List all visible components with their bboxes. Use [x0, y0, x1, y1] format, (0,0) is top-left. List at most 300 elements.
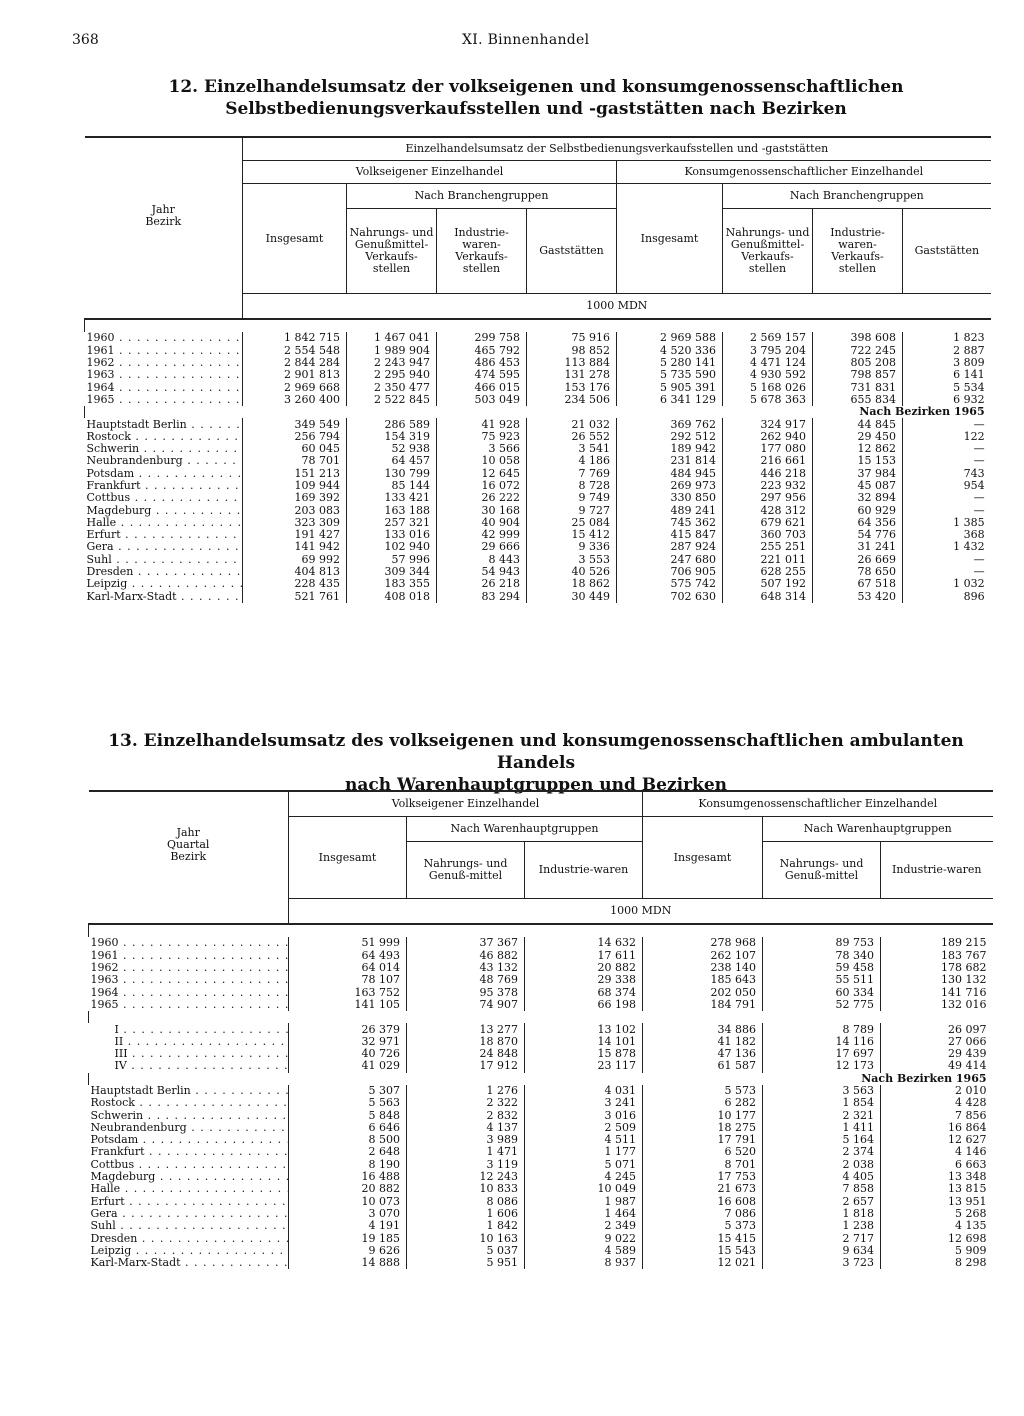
- table-cell: 15 412: [527, 529, 617, 541]
- table12-branchen-v: Nach Branchengruppen: [347, 184, 617, 209]
- table-cell: 4 191: [289, 1220, 407, 1232]
- table-cell: 78 650: [813, 566, 903, 578]
- table13-stub-header-jahr: Jahr: [176, 826, 200, 840]
- table-cell: 2 648: [289, 1146, 407, 1158]
- table-cell: 16 608: [643, 1196, 763, 1208]
- table-cell: 5 373: [643, 1220, 763, 1232]
- table12-title-line2: Selbstbedienungsverkaufsstellen und -gaststätten nach Bezirken: [225, 99, 847, 119]
- table-row: [89, 1097, 993, 1109]
- table-cell: 8 190: [289, 1159, 407, 1171]
- table-cell: 3 566: [437, 443, 527, 455]
- table-cell: 95 378: [407, 986, 525, 998]
- table-cell: 722 245: [813, 345, 903, 357]
- table-cell: 12 645: [437, 468, 527, 480]
- table-cell: 26 379: [289, 1023, 407, 1035]
- table-cell: 292 512: [617, 431, 723, 443]
- table-cell: 6 663: [881, 1159, 993, 1171]
- table-row: [85, 504, 991, 516]
- table-cell: —: [903, 554, 991, 566]
- table-cell: 4 428: [881, 1097, 993, 1109]
- table-cell: 163 188: [347, 504, 437, 516]
- table-cell: 13 951: [881, 1196, 993, 1208]
- table-cell: 67 518: [813, 578, 903, 590]
- row-label: Karl-Marx-Stadt . . .: [85, 591, 243, 603]
- table-cell: 323 309: [243, 517, 347, 529]
- table-cell: 896: [903, 591, 991, 603]
- table-cell: 9 727: [527, 504, 617, 516]
- table-cell: 4 511: [525, 1134, 643, 1146]
- table-cell: 37 984: [813, 468, 903, 480]
- table-cell: 575 742: [617, 578, 723, 590]
- table-cell: 37 367: [407, 937, 525, 949]
- table-cell: 216 661: [723, 455, 813, 467]
- table-cell: 3 795 204: [723, 345, 813, 357]
- table-cell: 745 362: [617, 517, 723, 529]
- row-label: Schwerin . . .: [89, 1109, 289, 1121]
- table-cell: 1 464: [525, 1208, 643, 1220]
- table-cell: 78 701: [243, 455, 347, 467]
- table-row: [89, 1122, 993, 1134]
- row-label: Neubrandenburg . . .: [85, 455, 243, 467]
- table-cell: 29 338: [525, 974, 643, 986]
- table-cell: 262 107: [643, 950, 763, 962]
- table-cell: 141 942: [243, 541, 347, 553]
- table-cell: 1 823: [903, 332, 991, 344]
- table12-title: [84, 76, 988, 120]
- table-cell: 16 864: [881, 1122, 993, 1134]
- table-cell: 256 794: [243, 431, 347, 443]
- table-cell: 177 080: [723, 443, 813, 455]
- table-cell: 64 356: [813, 517, 903, 529]
- table-cell: 32 971: [289, 1036, 407, 1048]
- row-label: 1962 . . .: [85, 357, 243, 369]
- table-cell: 3 119: [407, 1159, 525, 1171]
- row-label: Cottbus . . .: [89, 1159, 289, 1171]
- table13-unit: 1000 MDN: [289, 899, 993, 925]
- table-row: [85, 369, 991, 381]
- table-cell: 57 996: [347, 554, 437, 566]
- table-cell: 10 073: [289, 1196, 407, 1208]
- table-cell: 231 814: [617, 455, 723, 467]
- row-label: IV . . .: [89, 1060, 289, 1072]
- row-label: Suhl . . .: [89, 1220, 289, 1232]
- table-cell: 4 589: [525, 1245, 643, 1257]
- table-cell: 15 415: [643, 1232, 763, 1244]
- row-label: Gera . . .: [89, 1208, 289, 1220]
- row-label: Rostock . . .: [89, 1097, 289, 1109]
- table-cell: 202 050: [643, 986, 763, 998]
- table12-col-industrie-v: Industrie-waren-Verkaufs-stellen: [437, 209, 527, 294]
- table-row: [85, 591, 991, 603]
- table-cell: 255 251: [723, 541, 813, 553]
- row-label: Erfurt . . .: [85, 529, 243, 541]
- table-cell: 26 669: [813, 554, 903, 566]
- table12-branchen-k: Nach Branchengruppen: [723, 184, 991, 209]
- table-cell: 1 606: [407, 1208, 525, 1220]
- table12-col-insgesamt-k: Insgesamt: [617, 184, 723, 294]
- table-cell: 404 813: [243, 566, 347, 578]
- table-row: [89, 1023, 993, 1035]
- row-label: Gera . . .: [85, 541, 243, 553]
- table-cell: 2 969 668: [243, 381, 347, 393]
- table13-section-label: Nach Bezirken 1965: [89, 1073, 993, 1085]
- table-cell: 2 243 947: [347, 357, 437, 369]
- table-cell: —: [903, 504, 991, 516]
- table-cell: 27 066: [881, 1036, 993, 1048]
- table-cell: 75 923: [437, 431, 527, 443]
- table-cell: 1 276: [407, 1085, 525, 1097]
- table-row: [85, 541, 991, 553]
- table-cell: 269 973: [617, 480, 723, 492]
- table-cell: 5 678 363: [723, 394, 813, 406]
- table-row: [85, 480, 991, 492]
- table-cell: 706 905: [617, 566, 723, 578]
- table-cell: 10 058: [437, 455, 527, 467]
- table-cell: 503 049: [437, 394, 527, 406]
- table-cell: 3 989: [407, 1134, 525, 1146]
- page-header: [72, 32, 952, 52]
- table-cell: 628 255: [723, 566, 813, 578]
- table-cell: 69 992: [243, 554, 347, 566]
- table-cell: —: [903, 443, 991, 455]
- table12-districts: [85, 418, 991, 602]
- table-cell: 5 268: [881, 1208, 993, 1220]
- row-label: Potsdam . . .: [89, 1134, 289, 1146]
- table-cell: 5 905 391: [617, 381, 723, 393]
- table-cell: 21 673: [643, 1183, 763, 1195]
- table-cell: 16 488: [289, 1171, 407, 1183]
- row-label: Dresden . . .: [85, 566, 243, 578]
- table-row: [89, 986, 993, 998]
- table-row: [89, 950, 993, 962]
- table-row: [89, 1245, 993, 1257]
- table-cell: 122: [903, 431, 991, 443]
- table13-districts: [89, 1085, 993, 1269]
- table13-group-volkseigen: Volkseigener Einzelhandel: [289, 791, 643, 817]
- table-row: [89, 1220, 993, 1232]
- table-cell: 731 831: [813, 381, 903, 393]
- table-cell: 3 260 400: [243, 394, 347, 406]
- table13-quarters: [89, 1011, 993, 1072]
- table-cell: 17 753: [643, 1171, 763, 1183]
- table-cell: 368: [903, 529, 991, 541]
- table-cell: 4 471 124: [723, 357, 813, 369]
- table-cell: 40 726: [289, 1048, 407, 1060]
- table-cell: 154 319: [347, 431, 437, 443]
- table-cell: 113 884: [527, 357, 617, 369]
- table13: [88, 790, 993, 1269]
- table-cell: 7 856: [881, 1109, 993, 1121]
- table12-years: [85, 319, 991, 406]
- table-cell: 9 749: [527, 492, 617, 504]
- row-label: Magdeburg . . .: [89, 1171, 289, 1183]
- table-cell: 24 848: [407, 1048, 525, 1060]
- row-label: Karl-Marx-Stadt . . .: [89, 1257, 289, 1269]
- table-row: [85, 468, 991, 480]
- table-cell: 7 086: [643, 1208, 763, 1220]
- table-cell: 1 818: [763, 1208, 881, 1220]
- row-label: 1962 . . .: [89, 962, 289, 974]
- table-cell: 17 611: [525, 950, 643, 962]
- table-row: [89, 1159, 993, 1171]
- table12-group-konsum: Konsumgenossenschaftlicher Einzelhandel: [617, 161, 991, 184]
- table-cell: —: [903, 418, 991, 430]
- table-cell: 4 405: [763, 1171, 881, 1183]
- table-cell: 5 573: [643, 1085, 763, 1097]
- table12-col-gast-k: Gaststätten: [903, 209, 991, 294]
- table-cell: 5 534: [903, 381, 991, 393]
- table-cell: 31 241: [813, 541, 903, 553]
- table-cell: 278 968: [643, 937, 763, 949]
- table12-stub-header-jahr: Jahr: [151, 202, 175, 216]
- table-cell: 1 411: [763, 1122, 881, 1134]
- table-cell: 4 930 592: [723, 369, 813, 381]
- table-cell: 415 847: [617, 529, 723, 541]
- table-cell: 12 862: [813, 443, 903, 455]
- table13-title-line2: nach Warenhauptgruppen und Bezirken: [344, 775, 728, 795]
- table-cell: 2 295 940: [347, 369, 437, 381]
- table-cell: 1 032: [903, 578, 991, 590]
- table13-section: [89, 1073, 993, 1085]
- table-cell: 3 070: [289, 1208, 407, 1220]
- row-label: Halle . . .: [89, 1183, 289, 1195]
- table-cell: 297 956: [723, 492, 813, 504]
- table-cell: 185 643: [643, 974, 763, 986]
- table-cell: 2 844 284: [243, 357, 347, 369]
- table-cell: 2 887: [903, 345, 991, 357]
- table-row: [89, 1146, 993, 1158]
- table-cell: 2 969 588: [617, 332, 723, 344]
- table-cell: 8 937: [525, 1257, 643, 1269]
- table-row: [85, 345, 991, 357]
- table-cell: 8 086: [407, 1196, 525, 1208]
- table-cell: 2 349: [525, 1220, 643, 1232]
- table-cell: 41 182: [643, 1036, 763, 1048]
- table-cell: 221 011: [723, 554, 813, 566]
- table-cell: 47 136: [643, 1048, 763, 1060]
- table-cell: 6 341 129: [617, 394, 723, 406]
- row-label: Halle . . .: [85, 517, 243, 529]
- table12-stub-header-bezirk: Bezirk: [145, 214, 182, 228]
- table-cell: 9 634: [763, 1245, 881, 1257]
- row-label: 1961 . . .: [85, 345, 243, 357]
- table-cell: 41 029: [289, 1060, 407, 1072]
- table12-unit: 1000 MDN: [243, 294, 991, 320]
- table-cell: 324 917: [723, 418, 813, 430]
- table-cell: 262 940: [723, 431, 813, 443]
- table-cell: 109 944: [243, 480, 347, 492]
- table-cell: 61 587: [643, 1060, 763, 1072]
- table-cell: 169 392: [243, 492, 347, 504]
- table-cell: 12 021: [643, 1257, 763, 1269]
- table-cell: 6 646: [289, 1122, 407, 1134]
- table-row: [85, 554, 991, 566]
- table-cell: 8 500: [289, 1134, 407, 1146]
- table-cell: 14 101: [525, 1036, 643, 1048]
- table-cell: 954: [903, 480, 991, 492]
- table13-col-industrie-v: Industrie-waren: [525, 842, 643, 899]
- table-cell: 1 989 904: [347, 345, 437, 357]
- table-cell: 4 186: [527, 455, 617, 467]
- table-row: [89, 1036, 993, 1048]
- table-cell: 287 924: [617, 541, 723, 553]
- table-cell: 234 506: [527, 394, 617, 406]
- table-cell: 54 943: [437, 566, 527, 578]
- table-cell: 7 769: [527, 468, 617, 480]
- table-cell: 2 038: [763, 1159, 881, 1171]
- row-label: 1963 . . .: [85, 369, 243, 381]
- table-cell: 3 016: [525, 1109, 643, 1121]
- table-cell: 40 526: [527, 566, 617, 578]
- table-cell: 4 520 336: [617, 345, 723, 357]
- table-cell: 1 854: [763, 1097, 881, 1109]
- table-cell: 7 858: [763, 1183, 881, 1195]
- row-label: Hauptstadt Berlin . . .: [89, 1085, 289, 1097]
- table-row: [85, 517, 991, 529]
- row-label: Potsdam . . .: [85, 468, 243, 480]
- table12-col-gast-v: Gaststätten: [527, 209, 617, 294]
- table12: [84, 136, 991, 603]
- table-cell: 29 666: [437, 541, 527, 553]
- table-cell: 32 894: [813, 492, 903, 504]
- table-cell: 53 420: [813, 591, 903, 603]
- table-cell: 44 845: [813, 418, 903, 430]
- table13-waren-v: Nach Warenhauptgruppen: [407, 817, 643, 842]
- row-label: 1960 . . .: [85, 332, 243, 344]
- running-title: XI. Binnenhandel: [462, 32, 590, 48]
- table-cell: 64 457: [347, 455, 437, 467]
- table-cell: 9 626: [289, 1245, 407, 1257]
- table-cell: 40 904: [437, 517, 527, 529]
- table-row: [85, 492, 991, 504]
- table-cell: 102 940: [347, 541, 437, 553]
- table-cell: 2 569 157: [723, 332, 813, 344]
- table-cell: 2 901 813: [243, 369, 347, 381]
- row-label: 1960 . . .: [89, 937, 289, 949]
- table-cell: 78 340: [763, 950, 881, 962]
- table-cell: 20 882: [289, 1183, 407, 1195]
- table-cell: 805 208: [813, 357, 903, 369]
- table-cell: 702 630: [617, 591, 723, 603]
- table-cell: 257 321: [347, 517, 437, 529]
- row-label: 1961 . . .: [89, 950, 289, 962]
- table-cell: 18 870: [407, 1036, 525, 1048]
- table-cell: 98 852: [527, 345, 617, 357]
- table-cell: 151 213: [243, 468, 347, 480]
- table-cell: 52 775: [763, 999, 881, 1011]
- table13-stub-header-bezirk: Bezirk: [170, 850, 207, 864]
- table-row: [85, 566, 991, 578]
- table-cell: 486 453: [437, 357, 527, 369]
- table-cell: 18 862: [527, 578, 617, 590]
- row-label: Frankfurt . . .: [85, 480, 243, 492]
- table-cell: 360 703: [723, 529, 813, 541]
- table13-group-konsum: Konsumgenossenschaftlicher Einzelhandel: [643, 791, 993, 817]
- table-cell: 74 907: [407, 999, 525, 1011]
- table-cell: 466 015: [437, 381, 527, 393]
- table-cell: 1 987: [525, 1196, 643, 1208]
- table12-group-volkseigen: Volkseigener Einzelhandel: [243, 161, 617, 184]
- table13-stub-header-quartal: Quartal: [167, 838, 210, 852]
- table-cell: 5 071: [525, 1159, 643, 1171]
- table-cell: 78 107: [289, 974, 407, 986]
- table12-stub-header: [85, 137, 243, 294]
- table13-col-industrie-k: Industrie-waren: [881, 842, 993, 899]
- table-cell: 163 752: [289, 986, 407, 998]
- table-cell: 6 520: [643, 1146, 763, 1158]
- table-cell: 648 314: [723, 591, 813, 603]
- table-cell: 6 282: [643, 1097, 763, 1109]
- table13-title-line1: 13. Einzelhandelsumsatz des volkseigenen und konsumgenossenschaftlichen ambulanten Handels: [108, 731, 964, 773]
- table-row: [89, 962, 993, 974]
- table-cell: 5 280 141: [617, 357, 723, 369]
- table-cell: 12 698: [881, 1232, 993, 1244]
- table-cell: 2 832: [407, 1109, 525, 1121]
- row-label: Magdeburg . . .: [85, 504, 243, 516]
- table-cell: 798 857: [813, 369, 903, 381]
- table-cell: 2 010: [881, 1085, 993, 1097]
- table-cell: 9 022: [525, 1232, 643, 1244]
- table-row: [89, 937, 993, 949]
- table-cell: 8 443: [437, 554, 527, 566]
- table-cell: 34 886: [643, 1023, 763, 1035]
- table-cell: 89 753: [763, 937, 881, 949]
- table-cell: 52 938: [347, 443, 437, 455]
- table-cell: 4 135: [881, 1220, 993, 1232]
- table13-title: [84, 730, 988, 796]
- table13-stub-header: [89, 791, 289, 899]
- table-cell: 4 137: [407, 1122, 525, 1134]
- table-cell: 183 355: [347, 578, 437, 590]
- table-cell: 189 215: [881, 937, 993, 949]
- table13-col-nahrung-v: Nahrungs- und Genuß-mittel: [407, 842, 525, 899]
- table-cell: 15 543: [643, 1245, 763, 1257]
- table-cell: 64 014: [289, 962, 407, 974]
- table-cell: 10 163: [407, 1232, 525, 1244]
- table-cell: 203 083: [243, 504, 347, 516]
- table13-col-insgesamt-v: Insgesamt: [289, 817, 407, 899]
- table-cell: 6 141: [903, 369, 991, 381]
- row-label: Cottbus . . .: [85, 492, 243, 504]
- table-cell: 13 348: [881, 1171, 993, 1183]
- table-cell: 679 621: [723, 517, 813, 529]
- table-cell: 14 632: [525, 937, 643, 949]
- table-cell: 55 511: [763, 974, 881, 986]
- table-cell: 2 374: [763, 1146, 881, 1158]
- table13-col-nahrung-k: Nahrungs- und Genuß-mittel: [763, 842, 881, 899]
- table-cell: 2 509: [525, 1122, 643, 1134]
- row-label: 1965 . . .: [89, 999, 289, 1011]
- row-label: 1964 . . .: [85, 381, 243, 393]
- table-cell: 12 173: [763, 1060, 881, 1072]
- table-cell: 743: [903, 468, 991, 480]
- row-label: 1965 . . .: [85, 394, 243, 406]
- table-cell: 5 909: [881, 1245, 993, 1257]
- table-cell: 8 298: [881, 1257, 993, 1269]
- table-cell: 5 563: [289, 1097, 407, 1109]
- table-cell: 8 789: [763, 1023, 881, 1035]
- table-cell: 8 728: [527, 480, 617, 492]
- table-cell: 191 427: [243, 529, 347, 541]
- table-cell: 5 037: [407, 1245, 525, 1257]
- row-label: Schwerin . . .: [85, 443, 243, 455]
- table-cell: 19 185: [289, 1232, 407, 1244]
- table-cell: 60 045: [243, 443, 347, 455]
- table-cell: 521 761: [243, 591, 347, 603]
- table-cell: 130 799: [347, 468, 437, 480]
- table-cell: 5 168 026: [723, 381, 813, 393]
- table-row: [85, 443, 991, 455]
